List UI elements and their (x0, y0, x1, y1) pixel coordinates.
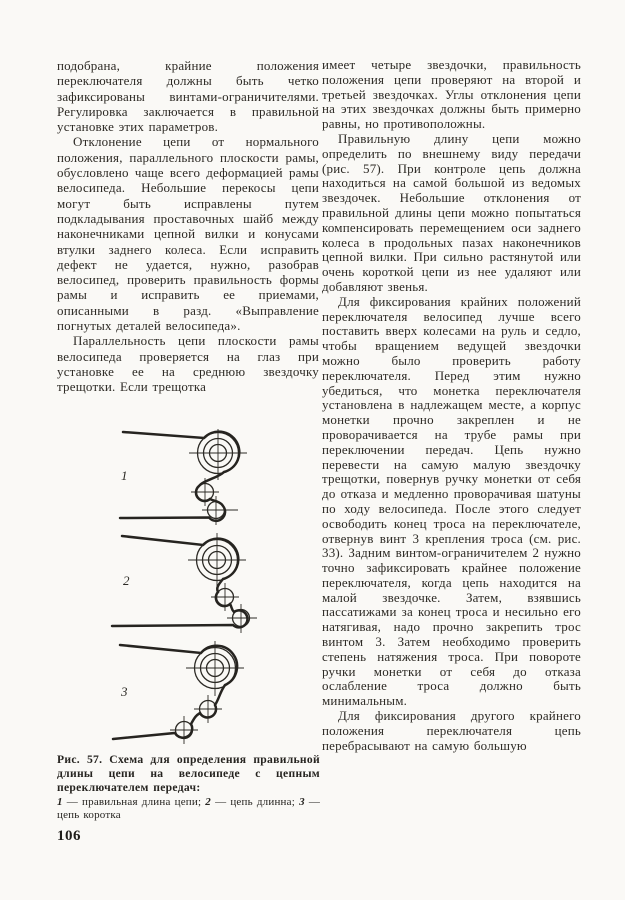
paragraph: Для фиксирования крайних положений переключателя велосипед лучше всего поставить вверх колесами на руль и седло, чтобы вращением ведущей звездочки можно было проверить работу переключателя. Перед этим нужно убедиться, что монетка переключателя установлена в надлежащем месте, а корпус монетки прочно закреплен и не проворачивается на трубе рамы при переключении передач. Цепь нужно перевести на самую малую звездочку трещотки, повернув ручку монетки от себя до отказа и медленно проворачивая шатуны по ходу велосипеда. После этого следует освободить конец троса на переключателе, отвернув винт 3 крепления троса (см. рис. 33). Задним винтом-ограничителем 2 нужно точно зафиксировать крайнее положение переключателя, когда цепь находится на малой звездочке. Затем, взявшись пассатижами за конец троса и несильно его натягивая, надо прочно закрепить трос винтом 3. Затем необходимо проверить степень натяжения троса. При повороте ручки монетки от себя до отказа ослабление троса должно быть минимальным. (322, 293, 581, 709)
figure-diagram-1 (120, 429, 247, 525)
figure-caption-label: Рис. 57. (57, 753, 103, 766)
figure-legend-text-1: — правильная длина цепи; (66, 796, 202, 809)
figure-label-1: 1 (121, 468, 128, 483)
text-column-left (57, 58, 319, 430)
figure-legend-num-1: 1 (57, 796, 63, 809)
paragraph: подобрана, крайние положения переключателя должны быть четко зафиксированы винтами-ограничителями. Регулировка заключается в правильной установке этих параметров. (57, 58, 319, 135)
paragraph: Параллельность цепи плоскости рамы велосипеда проверяется на глаз при установке ее на среднюю звездочку трещотки. Если трещотка (57, 333, 319, 395)
figure-legend-num-2: 2 (205, 796, 211, 809)
figure-57-diagram (57, 428, 320, 750)
figure-caption-text: Схема для определения правильной длины цепи на велосипеде с цепным переключателем передач: (57, 753, 320, 794)
figure-caption (57, 753, 320, 822)
text-column-right (322, 58, 581, 848)
page-number: 106 (57, 828, 81, 844)
figure-legend-text-3: — цепь коротка (57, 796, 321, 822)
figure-diagram-2 (112, 533, 257, 633)
figure-caption-title (57, 753, 320, 794)
figure-diagram-3 (113, 641, 244, 744)
paragraph: имеет четыре звездочки, правильность положения цепи проверяют на второй и третьей звездочках. Углы отклонения цепи на этих звездочках должны быть примерно равны, но противоположны. (322, 58, 581, 132)
chain-path-3 (113, 645, 237, 739)
paragraph: Правильную длину цепи можно определить по внешнему виду передачи (рис. 57). При контроле цепь должна находиться на самой большой из ведомых звездочек. Небольшие отклонения от правильной длины цепи можно попытаться компенсировать перемещением оси заднего колеса в продольных пазах наконечников цепной вилки. При сильно растянутой или очень короткой цепи из нее удаляют или добавляют звенья. (322, 130, 581, 294)
figure-legend-num-3: 3 (299, 796, 305, 809)
figure-legend-text-2: — цепь длинна; (215, 796, 295, 809)
figure-label-2: 2 (123, 573, 130, 588)
paragraph: Для фиксирования другого крайнего положения переключателя цепь перебрасывают на самую большую (322, 708, 581, 753)
paragraph: Отклонение цепи от нормального положения, параллельного плоскости рамы, обусловлено чаще всего деформацией рамы велосипеда. Небольшие перекосы цепи могут быть исправлены путем подкладывания проставочных шайб между наконечниками цепной вилки и конусами втулки заднего колеса. Если исправить дефект не удается, нужно, разобрав велосипед, проверить правильность формы рамы и исправить ее приемами, описанными в разд. «Выправление погнутых деталей велосипеда». (57, 134, 319, 334)
figure-legend (57, 796, 320, 822)
figure-label-3: 3 (121, 684, 128, 699)
